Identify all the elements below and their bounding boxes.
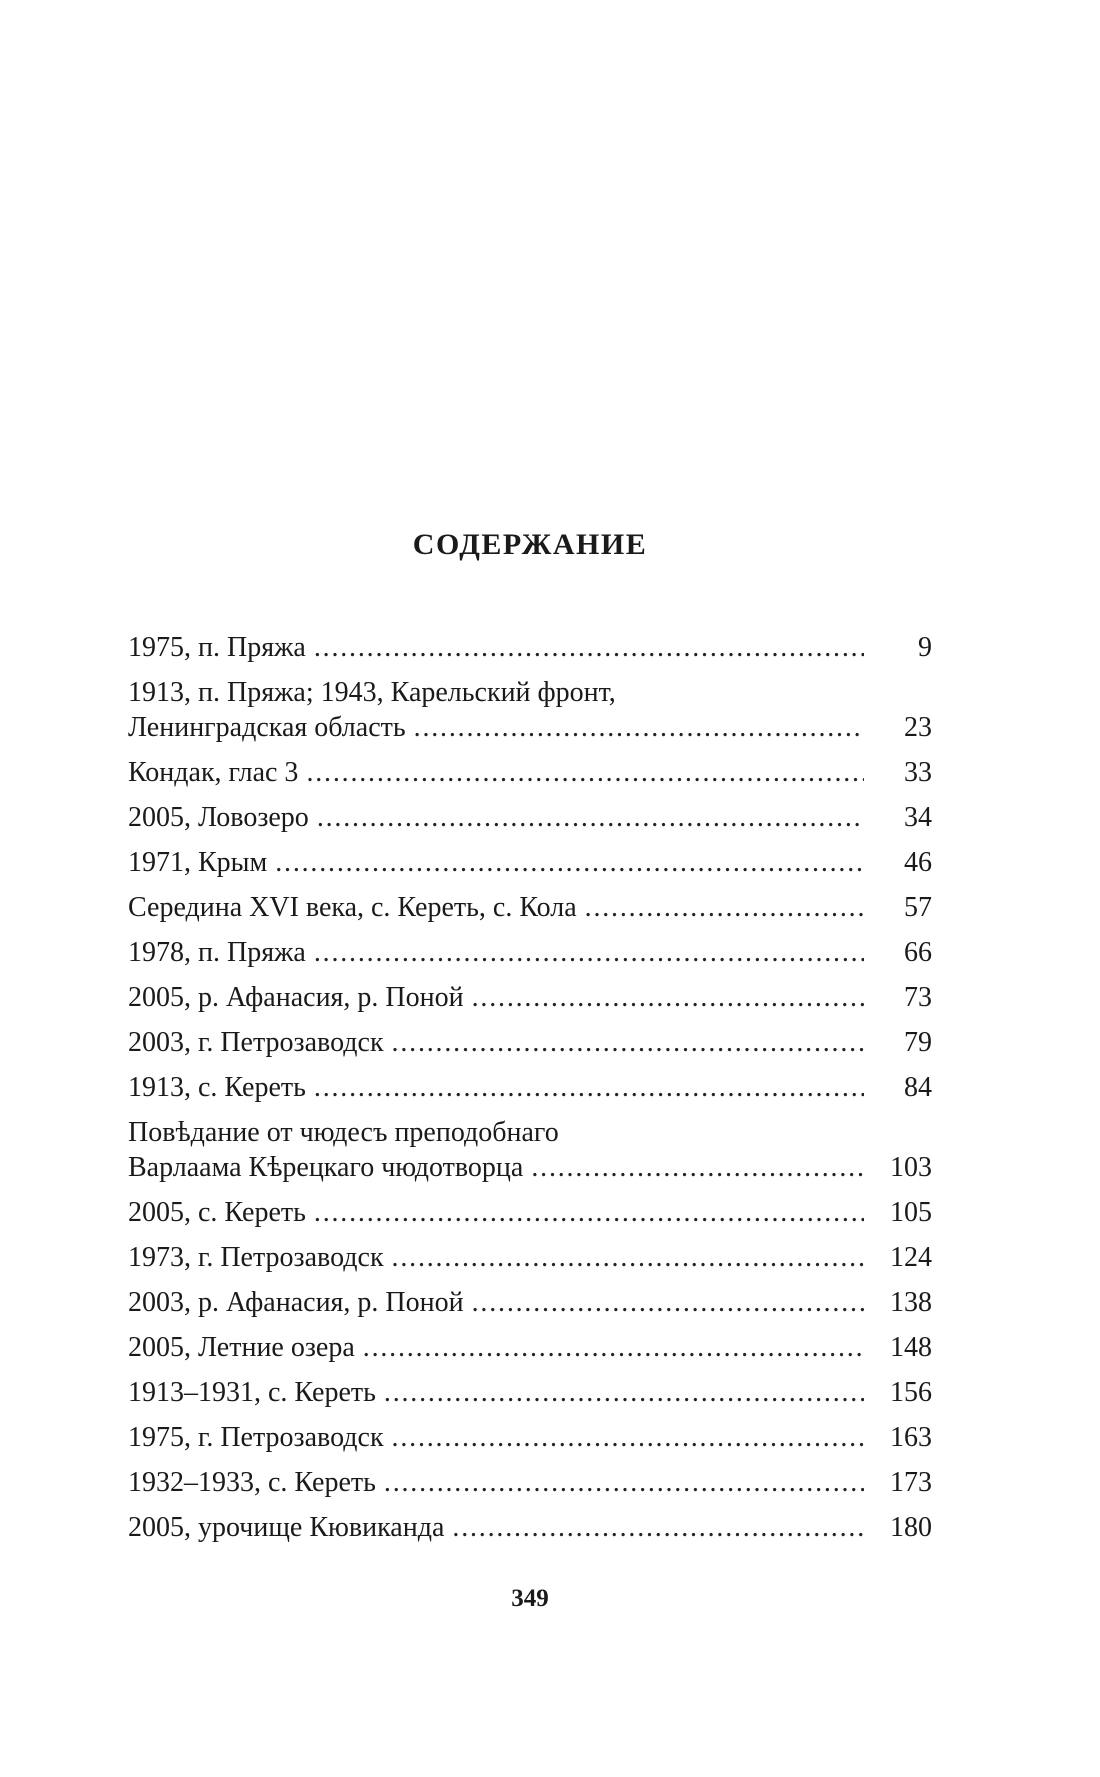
toc-list — [128, 630, 932, 1555]
dot-leader — [275, 845, 864, 880]
toc-entry — [128, 755, 932, 790]
toc-entry-row — [128, 1025, 932, 1060]
toc-entry — [128, 1195, 932, 1230]
toc-entry-title-line: 1913, с. Кереть — [128, 1072, 306, 1103]
toc-entry-row — [128, 1510, 932, 1545]
toc-entry — [128, 1025, 932, 1060]
toc-entry-row — [128, 1420, 932, 1455]
toc-entry-page: 34 — [904, 802, 932, 833]
toc-entry-row — [128, 980, 932, 1015]
toc-entry-title-line: 1913–1931, с. Кереть — [128, 1377, 376, 1408]
dot-leader — [384, 1465, 864, 1500]
toc-entry — [128, 675, 932, 745]
toc-entry-row — [128, 1195, 932, 1230]
toc-entry — [128, 1465, 932, 1500]
toc-entry-row — [128, 1465, 932, 1500]
toc-entry-title-line: 2005, Летние озера — [128, 1332, 355, 1363]
dot-leader — [392, 1025, 864, 1060]
toc-entry-page: 103 — [890, 1152, 932, 1183]
toc-entry-page: 57 — [904, 892, 932, 923]
toc-entry-title-line: 1973, г. Петрозаводск — [128, 1242, 384, 1273]
dot-leader — [314, 1195, 864, 1230]
toc-entry-title-line: 1913, п. Пряжа; 1943, Карельский фронт, — [128, 677, 616, 708]
toc-entry-page: 66 — [904, 937, 932, 968]
toc-entry-row — [128, 1330, 932, 1365]
dot-leader — [384, 1375, 864, 1410]
dot-leader — [314, 1070, 864, 1105]
toc-entry-page: 138 — [890, 1287, 932, 1318]
toc-entry — [128, 1510, 932, 1545]
toc-entry-row — [128, 1285, 932, 1320]
toc-entry-row — [128, 755, 932, 790]
dot-leader — [585, 890, 864, 925]
toc-entry-page: 156 — [890, 1377, 932, 1408]
toc-entry-page: 105 — [890, 1197, 932, 1228]
dot-leader — [306, 755, 864, 790]
toc-entry-page: 33 — [904, 757, 932, 788]
toc-entry-title-line: Варлаама Кѣрецкаго чюдотворца — [128, 1152, 524, 1183]
toc-title: СОДЕРЖАНИЕ — [412, 528, 648, 561]
toc-entry-title-line: 1932–1933, с. Кереть — [128, 1467, 376, 1498]
toc-entry-page: 46 — [904, 847, 932, 878]
dot-leader — [392, 1240, 864, 1275]
toc-entry-title-line: 1975, г. Петрозаводск — [128, 1422, 384, 1453]
toc-entry — [128, 1115, 932, 1185]
toc-entry-row — [128, 935, 932, 970]
toc-entry-page: 73 — [904, 982, 932, 1013]
toc-entry-title-line: 1978, п. Пряжа — [128, 937, 306, 968]
dot-leader — [317, 800, 864, 835]
toc-entry — [128, 980, 932, 1015]
toc-entry — [128, 845, 932, 880]
toc-entry-title-line: Середина XVI века, с. Кереть, с. Кола — [128, 892, 577, 923]
toc-entry-title-line: 2005, Ловозеро — [128, 802, 309, 833]
dot-leader — [314, 630, 864, 665]
dot-leader — [414, 710, 864, 745]
dot-leader — [472, 1285, 864, 1320]
toc-entry — [128, 800, 932, 835]
dot-leader — [392, 1420, 864, 1455]
toc-entry-title-line: 2005, с. Кереть — [128, 1197, 306, 1228]
toc-entry-row — [128, 890, 932, 925]
toc-entry-row — [128, 710, 932, 745]
toc-entry — [128, 890, 932, 925]
toc-entry-page: 23 — [904, 712, 932, 743]
toc-entry — [128, 1240, 932, 1275]
dot-leader — [314, 935, 864, 970]
toc-entry — [128, 630, 932, 665]
toc-entry — [128, 1375, 932, 1410]
toc-entry-row — [128, 845, 932, 880]
toc-entry-page: 180 — [890, 1512, 932, 1543]
toc-entry-row — [128, 1150, 932, 1185]
toc-entry-row — [128, 800, 932, 835]
toc-entry-title-line: Ленинградская область — [128, 712, 406, 743]
toc-entry-page: 9 — [918, 632, 932, 663]
page-number: 349 — [511, 1585, 549, 1612]
toc-entry-page: 79 — [904, 1027, 932, 1058]
toc-entry-row — [128, 1070, 932, 1105]
toc-entry-title-line: 2005, урочище Кювиканда — [128, 1512, 445, 1543]
toc-entry-title-line: 2003, р. Афанасия, р. Поной — [128, 1287, 464, 1318]
toc-entry — [128, 1285, 932, 1320]
dot-leader — [452, 1510, 864, 1545]
toc-entry-title-line: 2005, р. Афанасия, р. Поной — [128, 982, 464, 1013]
dot-leader — [531, 1150, 864, 1185]
toc-entry-title-line: 1971, Крым — [128, 847, 268, 878]
toc-entry-row — [128, 630, 932, 665]
toc-entry-row — [128, 1375, 932, 1410]
dot-leader — [363, 1330, 864, 1365]
toc-entry — [128, 1420, 932, 1455]
toc-entry-page: 124 — [890, 1242, 932, 1273]
toc-entry-title-line: 2003, г. Петрозаводск — [128, 1027, 384, 1058]
toc-entry-row — [128, 1240, 932, 1275]
toc-entry-title-line: Повѣдание от чюдесъ преподобнаго — [128, 1117, 559, 1148]
toc-entry-page: 173 — [890, 1467, 932, 1498]
toc-entry — [128, 935, 932, 970]
toc-entry — [128, 1330, 932, 1365]
toc-entry-title-line: Кондак, глас 3 — [128, 757, 299, 788]
toc-entry — [128, 1070, 932, 1105]
dot-leader — [472, 980, 864, 1015]
toc-entry-page: 84 — [904, 1072, 932, 1103]
toc-entry-page: 163 — [890, 1422, 932, 1453]
toc-entry-title-line: 1975, п. Пряжа — [128, 632, 306, 663]
toc-entry-page: 148 — [890, 1332, 932, 1363]
